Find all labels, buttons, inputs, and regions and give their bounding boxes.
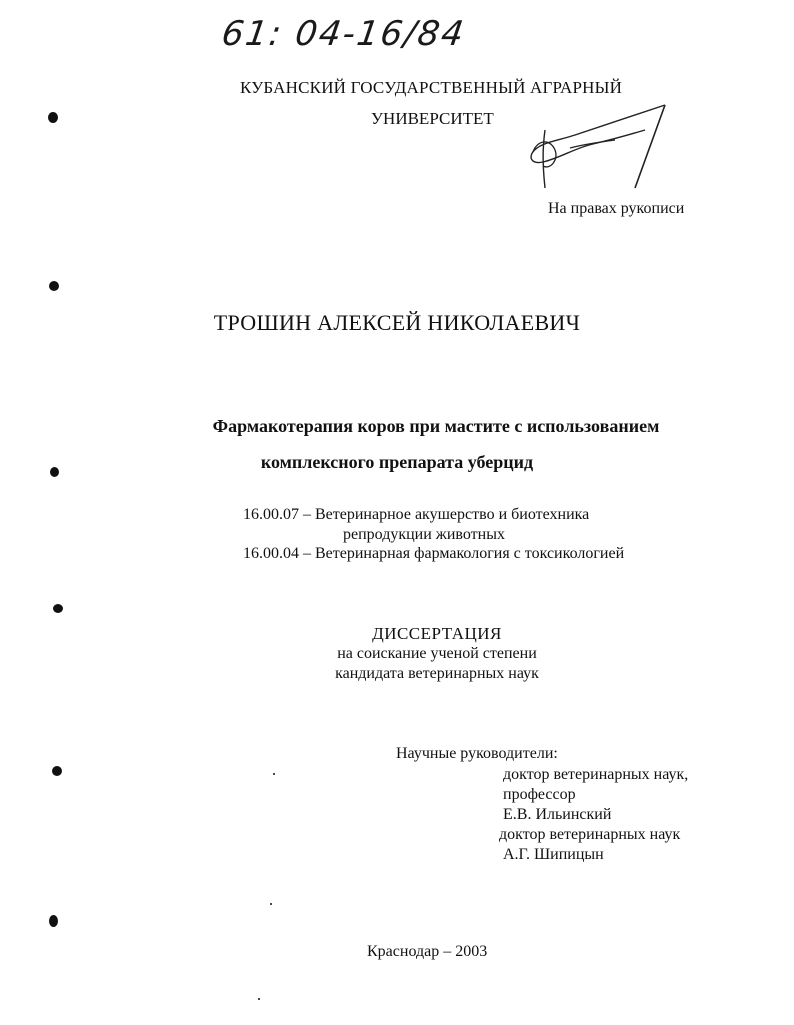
supervisor-2-degree: доктор ветеринарных наук: [499, 826, 681, 843]
supervisors-heading: Научные руководители:: [396, 745, 558, 762]
thesis-title-line1: Фармакотерапия коров при мастите с использованием: [212, 416, 660, 436]
punch-hole-mark: [49, 915, 58, 927]
scan-speck: [270, 903, 272, 905]
specialty-1: 16.00.07 – Ветеринарное акушерство и биотехника: [243, 506, 590, 523]
specialty-2: 16.00.04 – Ветеринарная фармакология с токсикологией: [243, 545, 625, 562]
supervisor-1-title: профессор: [503, 786, 576, 803]
university-name-line1: КУБАНСКИЙ ГОСУДАРСТВЕННЫЙ АГРАРНЫЙ: [240, 78, 623, 97]
scan-speck: [273, 773, 275, 775]
punch-hole-mark: [49, 281, 59, 291]
punch-hole-mark: [52, 766, 62, 776]
city-year: Краснодар – 2003: [367, 943, 488, 960]
supervisor-1-degree: доктор ветеринарных наук,: [503, 766, 689, 783]
dissertation-degree-line: на соискание ученой степени: [337, 645, 537, 662]
punch-hole-mark: [48, 112, 58, 123]
specialty-1-continued: репродукции животных: [343, 526, 505, 543]
rights-note: На правах рукописи: [548, 200, 685, 217]
supervisor-1-name: Е.В. Ильинский: [503, 806, 612, 823]
scan-speck: [258, 998, 260, 1000]
supervisor-2-name: А.Г. Шипицын: [503, 846, 604, 863]
dissertation-heading: ДИССЕРТАЦИЯ: [372, 624, 502, 643]
signature-icon: [515, 100, 675, 195]
handwritten-archive-code: 61: 04-16/84: [219, 14, 468, 54]
author-name: ТРОШИН АЛЕКСЕЙ НИКОЛАЕВИЧ: [213, 310, 581, 335]
university-name-line2: УНИВЕРСИТЕТ: [371, 109, 494, 128]
punch-hole-mark: [50, 467, 59, 477]
punch-hole-mark: [53, 604, 63, 613]
thesis-title-line2: комплексного препарата уберцид: [260, 452, 534, 472]
dissertation-field-line: кандидата ветеринарных наук: [335, 665, 539, 682]
